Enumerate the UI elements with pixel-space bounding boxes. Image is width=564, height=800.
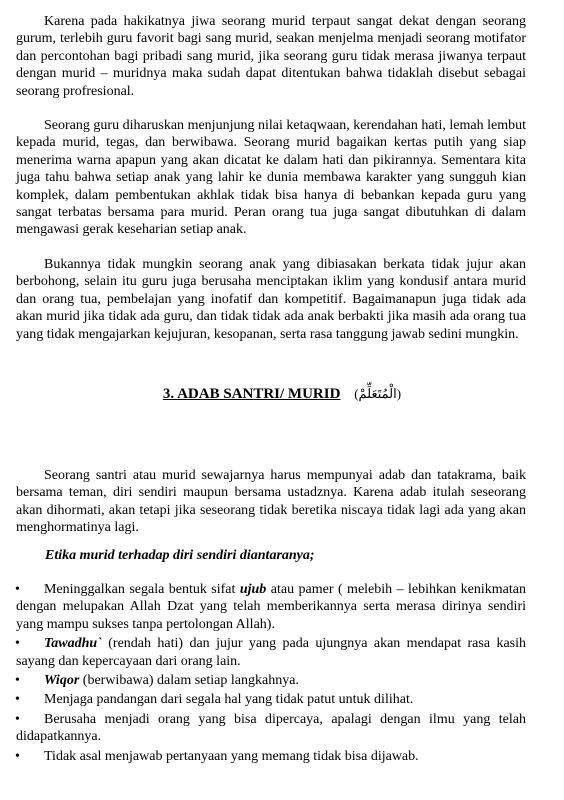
bullet-icon: • bbox=[15, 692, 20, 708]
section-heading bbox=[0, 385, 564, 403]
list-item bbox=[16, 748, 526, 765]
section-title: 3. ADAB SANTRI/ MURID bbox=[162, 386, 341, 402]
section-title-arabic: (الْمُتَعَلِّمْ) bbox=[354, 386, 402, 401]
paragraph-4: Seorang santri atau murid sewajarnya harus mempunyai adab dan tatakrama, baik bersama teman, diri sendiri maupun bersama ustadznya. Karena adab itulah seseorang akan dihormati, akan tetapi jika seseorang tidak beretika niscaya tidak lagi ada yang akan menghormatinya lagi. bbox=[16, 468, 526, 536]
list-item-term: Wiqor bbox=[44, 673, 80, 689]
list-item bbox=[16, 581, 526, 633]
list-item-text-pre: Menjaga pandangan dari segala hal yang tidak patut untuk dilihat. bbox=[44, 692, 414, 708]
paragraph-2: Seorang guru diharuskan menjunjung nilai ketaqwaan, kerendahan hati, lemah lembut kepada murid, tegas, dan berwibawa. Seorang murid bagaikan kertas putih yang siap menerima warna apapun yang akan dicatat ke dalam hati dan pikirannya. Sementara kita juga tahu bahwa setiap anak yang lahir ke dunia membawa karakter yang sungguh kian komplek, dalam pembentukan akhlak tidak bisa hanya di bebankan kepada guru yang sangat terbatas bersama para murid. Peran orang tua juga sangat dibutuhkan di dalam mengawasi gerak keseharian setiap anak. bbox=[16, 118, 526, 238]
list-item-text-post: atau pamer ( melebih – lebihkan kenikmatan dengan melupakan Allah Dzat yang telah memberikannya serta merasa dirinya sendiri yang mampu sukses tanpa pertolongan Allah). bbox=[16, 582, 526, 632]
bullet-icon: • bbox=[15, 711, 20, 727]
list-item-term: Tawadhu` bbox=[44, 636, 102, 652]
etika-list bbox=[16, 581, 526, 767]
bullet-icon: • bbox=[15, 582, 20, 597]
list-item bbox=[16, 635, 526, 670]
bullet-icon: • bbox=[15, 748, 20, 764]
list-item bbox=[16, 672, 526, 689]
list-item-text-post: (berwibawa) dalam setiap langkahnya. bbox=[79, 673, 299, 689]
list-item-term: ujub bbox=[239, 582, 267, 597]
list-item-text-pre: Tidak asal menjawab pertanyaan yang memang tidak bisa dijawab. bbox=[44, 748, 419, 764]
list-item-text-pre: Berusaha menjadi orang yang bisa dipercaya, apalagi dengan ilmu yang telah didapatkannya. bbox=[16, 711, 526, 745]
list-item bbox=[16, 691, 526, 708]
subheading-etika: Etika murid terhadap diri sendiri diantaranya; bbox=[45, 548, 315, 563]
list-item-text-pre: Meninggalkan segala bentuk sifat bbox=[44, 582, 240, 597]
paragraph-3: Bukannya tidak mungkin seorang anak yang dibiasakan berkata tidak jujur akan berbohong, selain itu guru juga berusaha menciptakan iklim yang kondusif antara murid dan orang tua, pembelajan yang inofatif dan kompetitif. Bagaimanapun juga tidak ada akan murid jika tidak ada guru, dan tidak tidak ada anak berbakti jika masih ada orang tua yang tidak mengajarkan kejujuran, kesopanan, serta rasa tanggung jawab sedini mungkin. bbox=[16, 257, 526, 342]
list-item-text-post: (rendah hati) dan jujur yang pada ujungnya akan mendapat rasa kasih sayang dan kepercayaan dari orang lain. bbox=[16, 636, 526, 669]
list-item bbox=[16, 711, 526, 746]
bullet-icon: • bbox=[15, 636, 20, 652]
bullet-icon: • bbox=[15, 673, 20, 689]
paragraph-1: Karena pada hakikatnya jiwa seorang murid terpaut sangat dekat dengan seorang gurum, terlebih guru favorit bagi sang murid, seakan menjelma menjadi seorang motifator dan percontohan bagi pribadi sang murid, jika seorang guru tidak merasa jiwanya terpaut dengan murid – muridnya maka sudah dapat ditentukan bahwa tidaklah disebut sebagai seorang profresional. bbox=[16, 14, 526, 99]
